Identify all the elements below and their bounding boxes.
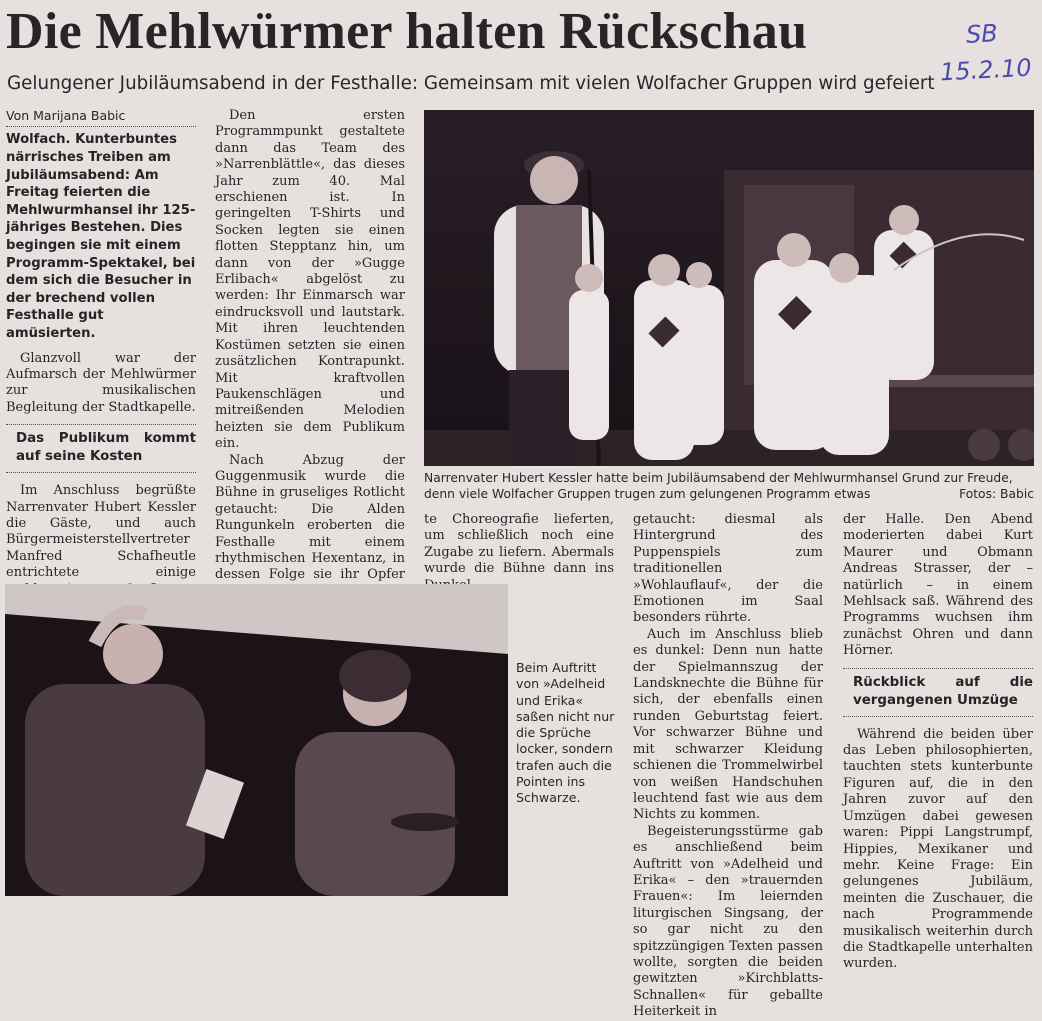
column-5 — [843, 512, 1033, 973]
paragraph: Begeisterungsstürme gab es anschließend beim Auftritt von »Adelheid und Erika« – den »trauernden Frauen«: Im leiernden liturgischen Singsang, der so gar nicht zu den spitzzüngigen Texten passen wollte, sorgten die beiden gewitzten »Kirchblatts-Schnallen« für geballte Heiterkeit in — [633, 823, 823, 1020]
photo-narrenvater — [424, 110, 1034, 466]
paragraph: Glanzvoll war der Aufmarsch der Mehlwürmer zur musikalischen Begleitung der Stadtkapelle. — [6, 350, 196, 415]
paragraph: Während die beiden über das Leben philosophierten, tauchten stets kunterbunte Figuren auf, die in den Jahren zuvor auf den Umzügen dabei gewesen waren: Pippi Langstrumpf, Hippies, Mexikaner und mehr. Keine Frage: Ein gelungenes Jubiläum, meinten die Zuschauer, die nach Programmende musikalisch weiterhin durch die Stadtkapelle unterhalten wurden. — [843, 726, 1033, 972]
photo-top-caption — [424, 470, 1034, 502]
photo-bottom-caption: Beim Auftritt von »Adelheid und Erika« saßen nicht nur die Sprüche locker, sondern trafen auch die Pointen ins Schwarze. — [516, 660, 615, 806]
photo-scene-duo — [5, 584, 508, 896]
paragraph: Im Anschluss begrüßte Narrenvater Hubert Kessler die Gäste, und auch Bürgermeisterstellvertreter Manfred Schafheutle entrichtete einige — [6, 483, 196, 581]
subtitle-publikum: Das Publikum kommt auf seine Kosten — [6, 424, 196, 473]
subtitle-rueckblick: Rückblick auf die vergangenen Umzüge — [843, 668, 1033, 717]
column-1 — [6, 108, 196, 631]
subheadline: Gelungener Jubiläumsabend in der Festhalle: Gemeinsam mit vielen Wolfacher Gruppen wird gefeiert — [7, 73, 935, 94]
photo-credit: Fotos: Babic — [959, 487, 1034, 501]
paragraph: der Halle. Den Abend moderierten dabei Kurt Maurer und Obmann Andreas Strasser, der – natürlich – in einem Mehlsack saß. Während des Programms wuchsen ihm zunächst Ohren und dann Hörner. — [843, 512, 1033, 659]
paragraph: Den ersten Programmpunkt gestaltete dann das Team des »Narrenblättle«, das dieses Jahr zum 40. Mal erschienen ist. In geringelten T-Shirts und Socken legten sie einen flotten Stepptanz hin, um dann von der »Gugge Erlibach« abgelöst zu werden: Ihr Einmarsch war eindrucksvoll und lautstark. Mit ihren leuchtenden Kostümen setzten sie einen zusätzlichen Kontrapunkt. Mit kraftvollen Paukenschlägen und mitreißenden Melodien heizten sie dem Publikum ein. — [215, 108, 405, 452]
paragraph: te Choreografie lieferten, um schließlich noch eine Zugabe zu liefern. Abermals wurde die Bühne dann ins — [424, 512, 614, 577]
paragraph: Auch im Anschluss blieb es dunkel: Denn nun hatte der Spielmannszug der Landsknechte die Bühne für sich, der ebenfalls einen runden Geburtstag feiert. Vor schwarzer Bühne und mit schwarzer Kleidung schienen die Trommelwirbel von weißen Handschuhen leuchtend fast wie aus dem Nichts zu kommen. — [633, 626, 823, 823]
caption-text: Narrenvater Hubert Kessler hatte beim Jubiläumsabend der Mehlwurmhansel Grund zur Freude, denn viele Wolfacher Gruppen trugen zum gelungenen Programm etwas — [424, 471, 1013, 501]
lead-paragraph: Wolfach. Kunterbuntes närrisches Treiben am Jubiläumsabend: Am Freitag feierten die Mehlwurmhansel ihr 125-jähriges Bestehen. Dies begingen sie mit einem Programm-Spektakel, bei dem sich die Besucher in der brechend vollen Festhalle gut amüsierten. — [6, 132, 196, 341]
paragraph: getaucht: diesmal als Hintergrund des Puppenspiels zum traditionellen »Wohlauflauf«, der die Emotionen im Saal besonders rührte. — [633, 512, 823, 626]
byline: Von Marijana Babic — [6, 108, 196, 127]
column-4 — [633, 512, 823, 1021]
headline: Die Mehlwürmer halten Rückschau — [6, 3, 808, 60]
paragraph: Nach Abzug der Guggenmusik wurde die Bühne in gruseliges Rotlicht getaucht: Die Alden Rungunkeln eroberten die Festhalle mit einem rhythmischen Hexentanz, in dessen Folge sie ihr Opfer — [215, 452, 405, 583]
handwritten-date: 15.2.10 — [939, 53, 1033, 87]
photo-adelheid-erika — [5, 584, 508, 896]
handwritten-initials: SB — [965, 19, 999, 49]
column-3 — [424, 512, 614, 594]
photo-scene-stage — [424, 110, 1034, 466]
